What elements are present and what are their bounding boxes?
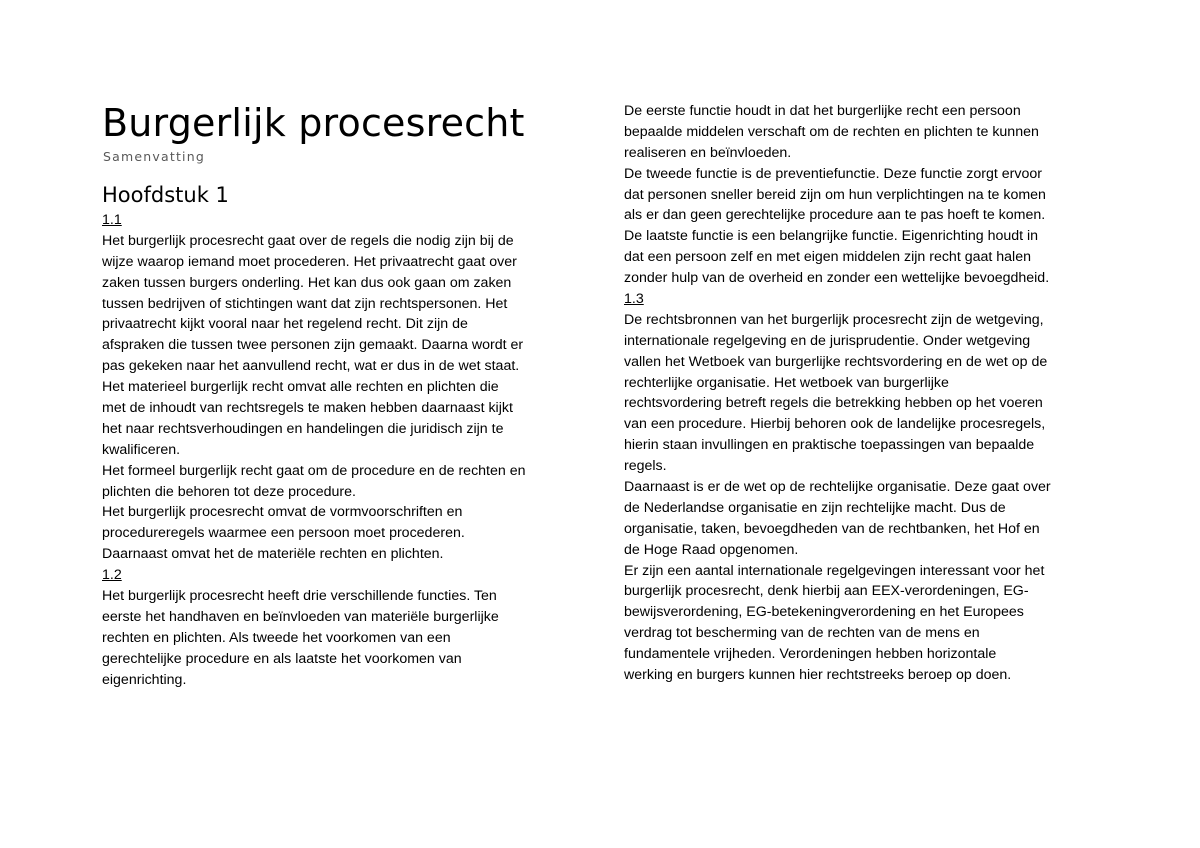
paragraph-line: verdrag tot bescherming van de rechten van de mens en [624,625,980,642]
document-subtitle: Samenvatting [103,149,205,164]
paragraph-line: afspraken die tussen twee personen zijn gemaakt. Daarna wordt er [102,337,524,354]
paragraph-line: gerechtelijke procedure en als laatste het voorkomen van [102,650,462,667]
paragraph-line: De laatste functie is een belangrijke functie. Eigenrichting houdt in [624,228,1039,245]
paragraph-line: Daarnaast omvat het de materiële rechten en plichten. [102,546,444,563]
paragraph-line: zaken tussen burgers onderling. Het kan dus ook gaan om zaken [102,274,512,291]
paragraph-line: Het burgerlijk procesrecht omvat de vormvoorschriften en [102,504,463,521]
paragraph-line: De eerste functie houdt in dat het burgerlijke recht een persoon [624,103,1021,119]
paragraph-line: met de inhoudt van rechtsregels te maken hebben daarnaast kijkt [102,400,513,417]
paragraph-line: De tweede functie is de preventiefunctie. Deze functie zorgt ervoor [624,165,1042,182]
paragraph-line: procedureregels waarmee een persoon moet procederen. [102,525,465,542]
paragraph-line: fundamentele vrijheden. Verordeningen hebben horizontale [624,646,997,663]
paragraph-line: internationale regelgeving en de jurisprudentie. Onder wetgeving [624,332,1031,349]
paragraph-line: Er zijn een aantal internationale regelgevingen interessant voor het [624,562,1045,579]
paragraph-line: eigenrichting. [102,671,187,688]
paragraph-line: de Nederlandse organisatie en zijn rechtelijke macht. Dus de [624,499,1006,516]
paragraph-line: Het materieel burgerlijk recht omvat alle rechten en plichten die [102,379,499,396]
paragraph-line: werking en burgers kunnen hier rechtstreeks beroep op doen. [624,667,1012,684]
paragraph-line: rechten en plichten. Als tweede het voorkomen van een [102,629,451,646]
paragraph-line: pas gekeken naar het aanvullend recht, wat er dus in de wet staat. [102,358,520,375]
paragraph-line: regels. [624,458,667,475]
paragraph-line: Het burgerlijk procesrecht heeft drie verschillende functies. Ten [102,588,497,605]
document-title: Burgerlijk procesrecht [102,101,525,145]
paragraph-line: burgerlijk procesrecht, denk hierbij aan EEX-verordeningen, EG- [624,583,1029,600]
section-number: 1.3 [624,291,644,308]
paragraph-line: kwalificeren. [102,441,181,458]
paragraph-line: dat personen sneller bereid zijn om hun verplichtingen na te komen [624,186,1046,203]
paragraph-line: dat een persoon zelf en met eigen middelen zijn recht gaat halen [624,249,1031,266]
paragraph-line: bewijsverordening, EG-betekeningverordening en het Europees [624,604,1024,621]
chapter-heading: Hoofdstuk 1 [102,183,229,207]
right-column-text [624,101,1102,686]
paragraph-line: Het burgerlijk procesrecht gaat over de regels die nodig zijn bij de [102,232,514,249]
paragraph-line: plichten die behoren tot deze procedure. [102,483,356,500]
paragraph-line: als er dan geen gerechtelijke procedure aan te pas hoeft te komen. [624,207,1046,224]
paragraph-line: het naar rechtsverhoudingen en handelingen die juridisch zijn te [102,420,504,437]
left-column-text [102,210,582,690]
paragraph-line: De rechtsbronnen van het burgerlijk procesrecht zijn de wetgeving, [624,311,1044,328]
section-number: 1.1 [102,212,122,228]
section-number: 1.2 [102,567,122,584]
paragraph-line: vallen het Wetboek van burgerlijke rechtsvordering en de wet op de [624,353,1048,370]
paragraph-line: zonder hulp van de overheid en zonder een wettelijke bevoegdheid. [624,270,1050,287]
paragraph-line: wijze waarop iemand moet procederen. Het privaatrecht gaat over [102,253,517,270]
paragraph-line: hierin staan invullingen en praktische toepassingen van bepaalde [624,437,1035,454]
paragraph-line: rechtsvordering betreft regels die betrekking hebben op het voeren [624,395,1043,412]
paragraph-line: privaatrecht kijkt vooral naar het regelend recht. Dit zijn de [102,316,468,333]
paragraph-line: van een procedure. Hierbij behoren ook de landelijke procesregels, [624,416,1046,433]
paragraph-line: organisatie, taken, bevoegdheden van de rechtbanken, het Hof en [624,520,1040,537]
paragraph-line: rechterlijke organisatie. Het wetboek van burgerlijke [624,374,949,391]
paragraph-line: realiseren en beïnvloeden. [624,144,792,161]
paragraph-line: tussen bedrijven of stichtingen want dat zijn rechtspersonen. Het [102,295,508,312]
paragraph-line: eerste het handhaven en beïnvloeden van materiële burgerlijke [102,608,499,625]
paragraph-line: bepaalde middelen verschaft om de rechten en plichten te kunnen [624,123,1039,140]
paragraph-line: Daarnaast is er de wet op de rechtelijke organisatie. Deze gaat over [624,479,1051,496]
paragraph-line: Het formeel burgerlijk recht gaat om de procedure en de rechten en [102,462,526,479]
paragraph-line: de Hoge Raad opgenomen. [624,541,799,558]
